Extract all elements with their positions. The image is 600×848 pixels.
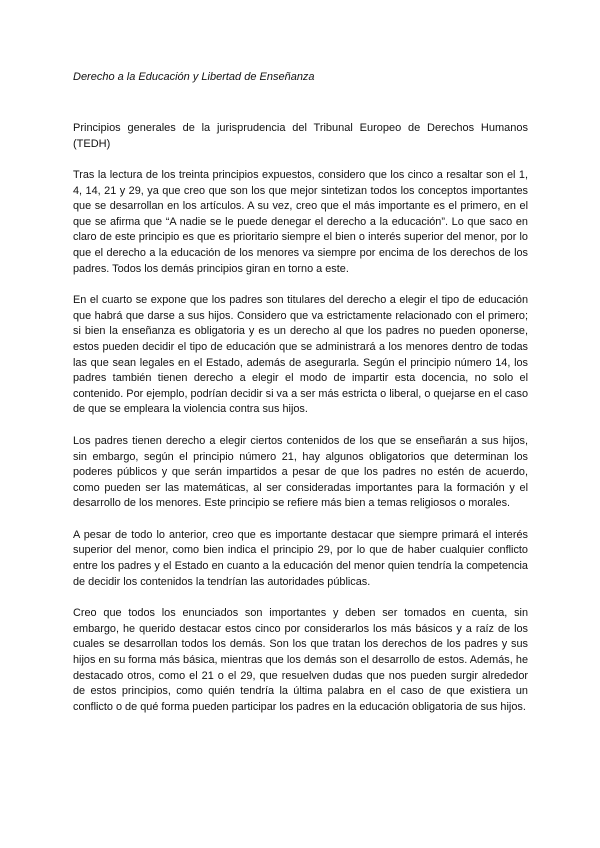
document-subtitle: Principios generales de la jurisprudencia del Tribunal Europeo de Derechos Humanos (TEDH) — [73, 122, 528, 150]
document-page — [73, 68, 528, 731]
paragraph-2: En el cuarto se expone que los padres son titulares del derecho a elegir el tipo de educación que habrá que darse a sus hijos. Considero que va estrictamente relacionado con el primero; si bien la enseñanza es obligatoria y es un derecho al que los padres no pueden oponerse, estos pueden decidir el tipo de educación que se administrará a los menores dentro de todas las que sean legales en el Estado, además de asegurarla. Según el principio número 14, los padres también tienen derecho a elegir el modo de impartir esta docencia, no solo el contenido. Por ejemplo, podrían decidir si va a ser más estricta o liberal, o quejarse en el caso de que se empleara la violencia contra sus hijos. — [73, 294, 528, 416]
document-title: Derecho a la Educación y Libertad de Enseñanza — [73, 71, 315, 83]
paragraph-4: A pesar de todo lo anterior, creo que es importante destacar que siempre primará el interés superior del menor, como bien indica el principio 29, por lo que de haber cualquier conflicto entre los padres y el Estado en cuanto a la educación del menor quien tendría la competencia de decidir los contenidos la tendrían las autoridades públicas. — [73, 528, 528, 588]
paragraph-1: Tras la lectura de los treinta principios expuestos, considero que los cinco a resaltar son el 1, 4, 14, 21 y 29, ya que creo que son los que mejor sintetizan todos los conceptos importantes que se desarrollan en los artículos. A su vez, creo que el más importante es el primero, en el que se afirma que “A nadie se le puede denegar el derecho a la educación”. Lo que saco en claro de este principio es que es prioritario siempre el bien o interés superior del menor, por lo que el derecho a la educación de los menores va siempre por encima de los derechos de los padres. Todos los demás principios giran en torno a este. — [73, 169, 528, 275]
paragraph-3: Los padres tienen derecho a elegir ciertos contenidos de los que se enseñarán a sus hijos, sin embargo, según el principio número 21, hay algunos obligatorios que determinan los poderes públicos y que serán impartidos a pesar de que los padres no estén de acuerdo, como pueden ser las matemáticas, al ser consideradas importantes para la formación y el desarrollo de los menores. Este principio se refiere más bien a temas religiosos o morales. — [73, 434, 528, 510]
paragraph-5: Creo que todos los enunciados son importantes y deben ser tomados en cuenta, sin embargo, he querido destacar estos cinco por considerarlos los más básicos y a raíz de los cuales se desarrollan todos los demás. Son los que tratan los derechos de los padres y sus hijos en su forma más básica, mientras que los demás son el desarrollo de estos. Además, he destacado otros, como el 21 o el 29, que resuelven dudas que nos pueden surgir alrededor de estos principios, como quién tendría la última palabra en el caso de que existiera un conflicto o de qué forma pueden participar los padres en la educación obligatoria de sus hijos. — [73, 607, 528, 713]
